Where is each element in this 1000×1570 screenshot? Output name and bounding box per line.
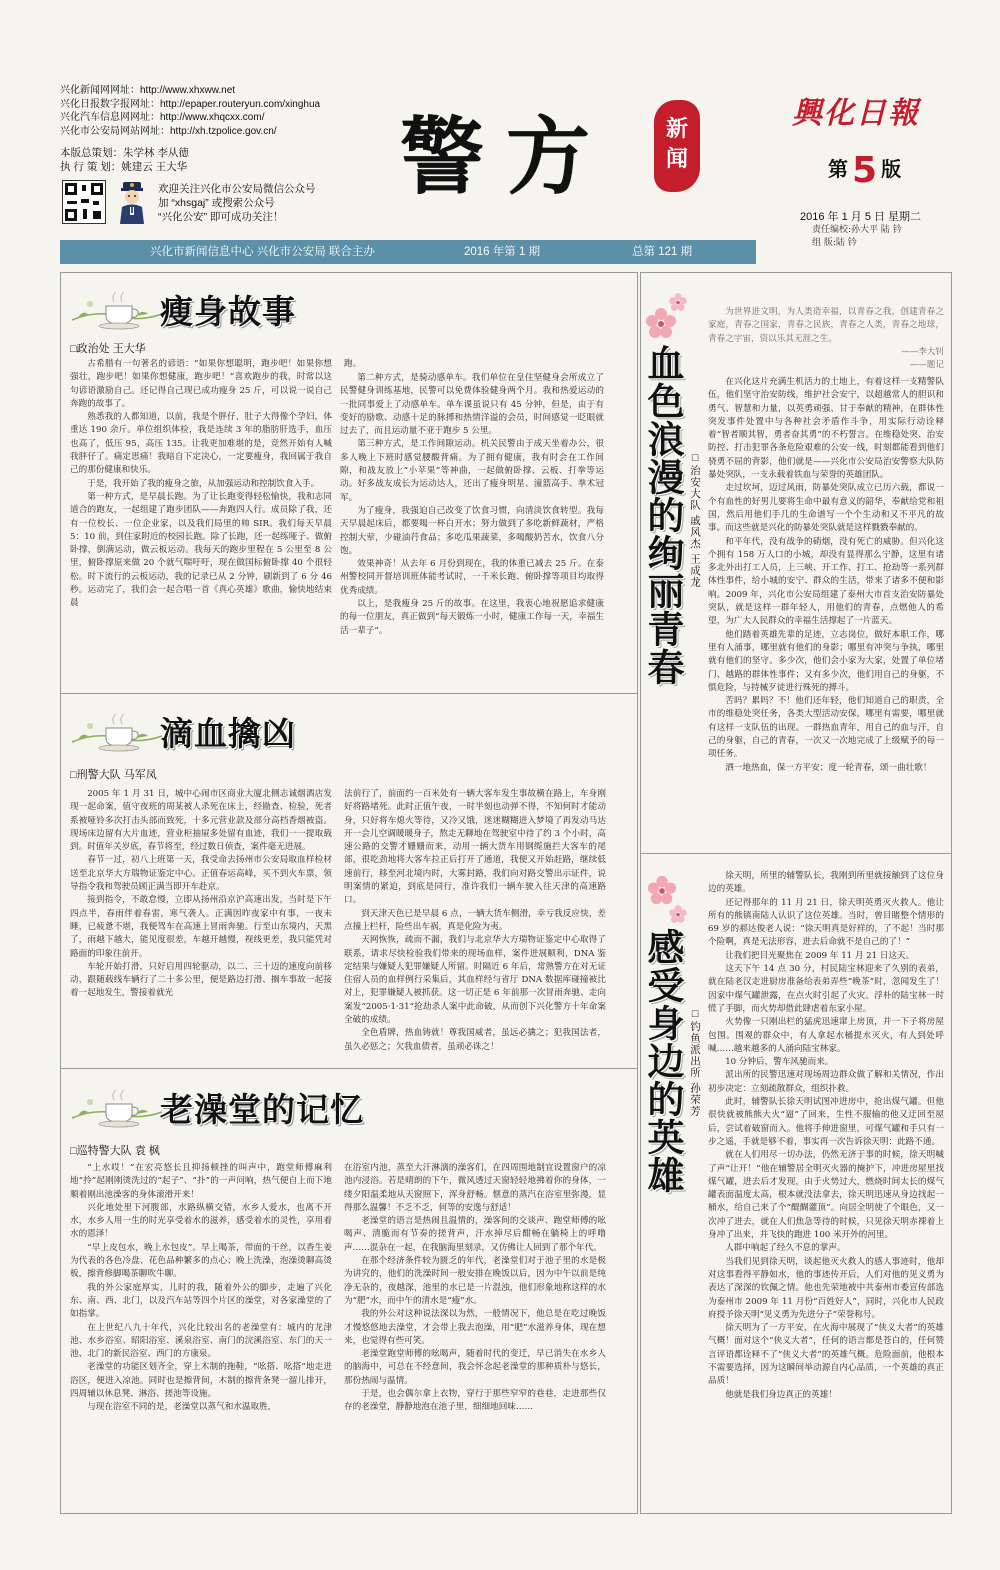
paragraph: 于是，也会偶尔拿上衣物，穿行于那些窄窄的巷巷，走进那些仅存的老澡堂，静静地泡在池子里，细细地回味…… (344, 1389, 606, 1413)
epigraph-label: ——题记 (909, 360, 944, 371)
paragraph: 车轮开始打滑，只好启用四轮驱动，以二、三十迈的速度向前移动，跟随载线车辆行了二十多公里，便是路边打滑、搁车事故一起接着一起地发生，警接着就光 (70, 961, 332, 999)
paragraph: “上水哎！”在宏亮悠长且抑扬顿挫的叫声中，跑堂师傅麻利地“拎”起刚刚烫洗过的“起子”、“扑”的一声问响，热气便自上而下地顺着刚出池澡客的身体滚滑开来！ (70, 1163, 332, 1200)
paragraph: 熟悉我的人都知道，以前，我是个胖仔，肚子大得像个孕妇，体重达 190 余斤。单位组织体检，我是连续 3 年的脂肪肝选手，血压也高了，低压 95，高压 135。让我更加难堪的是，竞然开始有人喊我胖仔了。痛定思痛！我暗自下定决心，一定要瘦身，我回属于我自己的那份健康和快乐。 (70, 412, 332, 476)
newspaper-logo: 興化日報 (792, 96, 920, 131)
paragraph: 老澡堂的语言是热闹且温情的，澡客间的交谈声、跑堂师傅的吆喝声、清脆而有节奏的搓背声，汗水掉尽后酣畅在躺椅上的呼噜声……混杂在一起，在我脑海里刻录，又仿佛让人回到了那个年代。 (344, 1216, 606, 1253)
article-body-column (70, 1162, 332, 1506)
paragraph: 和平年代，没有战争的硝烟，没有死亡的威胁。但兴化这个拥有 158 万人口的小城，却没有显得那么宁静，这里有诸多北外出打工人员，上三峡、开工作、打工、抢劫等一系列群体性事件，给小城的安宁、群众的生活，带来了诸多不便和影响。2009 年，兴化市公安局组建了泰州大市首支治安防暴处突队，就是这样一群年轻人，用他们的青春，点燃他人的希望，为广大人民群众的幸福生活撑起了一片蓝天。 (708, 536, 944, 627)
issue-date: 2016 年 1 月 5 日 星期二 (800, 211, 922, 223)
article-byline: □刑警大队 马军凤 (70, 769, 157, 781)
paragraph: 古希腊有一句著名的谚语：“如果你想聪明，跑步吧！如果你想强壮，跑步吧！如果你想健康，跑步吧！”喜欢跑步的我，时常以这句谚语激励自己。还记得自己现已成功瘦身 25 斤，可以说一说自己奔跑的故事了。 (70, 359, 332, 409)
plum-blossom-icon (668, 904, 688, 924)
paragraph: 10 分钟后，警车风驰而来。 (725, 1057, 834, 1068)
paragraph: 接到指令，不敢怠慢，立即从扬州沿京沪高速出发，当时是下午四点半，春雨伴着春雷，寒气袭人。正满因昨夜家中有事，一夜未睡，已疲惫不堪，我便驾车在高速上冒雨奔驰。行至山东境内，天黑了，雨越下越大，能见度很差，车越开越慢，视线更差，我只能凭对路面的印象往前开。 (70, 895, 332, 959)
article-body-column (70, 358, 332, 680)
edition-number (828, 150, 901, 191)
paragraph: 第二种方式，是骑动感单车。我们单位在皇住坚健身会所成立了民警健身训练基地，民警可以免费体验健身两个月。我和热爱运动的一批同事爱上了动感单车。单车课虽说只有 45 分钟，但是，由于有变好的励歌、动感十足的脉搏和热情洋溢的会员，时间感觉一眨眼就过去了，而且运动量不亚于跑步 5 公里。 (340, 373, 604, 437)
section-header-drop (66, 702, 366, 756)
paragraph: 在那个经济条件较为匮乏的年代，老澡堂们对于池子里的水是极为讲究的，他们的洗澡时间一般安排在晚饭以后，因为中午以前是纯净无杂的，夜越深，池里的水已是一片混浊，他们形象地称这样的水为“肥”水，而中午的清水是“瘦”水。 (344, 1256, 606, 1306)
section-divider (60, 693, 638, 694)
paragraph: 他就是我们身边真正的英雄！ (725, 1389, 837, 1400)
paragraph: 第三种方式，是工作间隙运动。机关民警由于成天坐着办公，很多人晚上下班时感觉腰酸背痛。为了拥有健康，我有时会在工作间隙，和战友放上“小苹果”等神曲，一起做俯卧撑、云板、打拳等运动。好多战友成长为运动达人，还出了瘦身明星、潼篮高手、拳术冠军。 (340, 439, 604, 503)
paragraph: 还记得那年的 11 月 21 日，徐天明英勇灭火救人。他让所有的熊镇南陆人认识了这位英雄。当时，曾目睹整个情形的 69 岁的郝达俊老人说：“徐天明真是好样的，了不起！当时那个险啊，真是无法形容，进去后命就不是自己的了！” (708, 897, 944, 948)
planning-credits (60, 146, 189, 174)
paragraph: 为了瘦身，我强迫自己改变了饮食习惯，向清淡饮食转型。我每天早晨起床后，都要喝一杯白开水；努力做到了多吃新鲜蔬材，严格控制大荤，少碰油荇食品；多吃瓜果蔬菜，多喝酸奶苦水，饮食八分饱。 (340, 505, 604, 556)
paragraph: 就在人们用尽一切办法，仍然无济于事的时候，徐天明喊了声“让开！”他在辅警居全明灭火器的掩护下，冲进房屋里找煤气罐，进去后才发现，由于火势过大，燃烧时间太长的煤气罐表面温度太高，根本就没法拿去，徐天明迅速从身边找起一桶水，给自己来了个“醍醐灌顶”。向居全明使了个眼色，又一次冲了进去，就在人们焦急等待的时候，只见徐天明赤裸着上身冲了出来，并飞快的跑进 100 米开外的河里。 (708, 1150, 944, 1241)
paragraph: 跑。 (344, 359, 362, 369)
paragraph: 这天下午 14 点 30 分，村民陆宝林迎来了久别的表弟，就在陆老汉走进厨房准备给表弟弄些“晚茶”时，忽闻发生了！因家中煤气罐泄露，在点火时引起了火灾。浮朴的陆宝林一时慌了手脚，而火势却借此肆虐着东家小屋。 (708, 964, 944, 1014)
paragraph: 老澡堂的功能区划齐全，穿上木制的拖鞋，“吆搭、吆搭”地走进浴区，便进入凉池。同时也是擦背间，木制的擦背条凳一溜儿排开，四周辅以休息凳、淋浴、搓池等设施。 (70, 1362, 332, 1400)
quote-text: 为世界进文明，为人类造幸福，以青春之我，创建青春之家庭，青春之国家，青春之民族，青春之人类，青春之地球，青春之宇宙，资以乐其无涯之生。 (708, 307, 944, 344)
paragraph: 兴化地处里下河腹部，水路纵横交错，水乡人爱水，也离不开水，水乡人用一生的时光享受着水的滋养，感受着水的灵性，享用着水的恩泽！ (70, 1202, 332, 1240)
paragraph: 徐天明为了一方平安，在火海中展现了“侠义大者”的英雄气概！面对这个“侠义大者”，任何的语言都是苍白的，任何赞言评语都诠释不了“侠义大者”的英雄气概。危险面前，他根本不需要选择，因为这瞬间举动源自内心品质，一个英雄的真正品质！ (708, 1323, 944, 1387)
website-list (60, 84, 320, 138)
police-mascot-icon (116, 180, 148, 226)
plum-blossom-icon (646, 874, 678, 906)
article-title: 老澡堂的记忆 (160, 1090, 364, 1129)
issue-number: 2016 年第 1 期 (464, 246, 541, 258)
wechat-line: 加 “xhsgaj” 或搜索公众号 (158, 197, 275, 209)
website-url: 兴化汽车信息网网址：http://www.xhqcxx.com/ (60, 112, 265, 123)
paragraph: 派出所的民警迅速对现场周边群众做了解和关情况，作出初步决定：立刻疏散群众，组织扑救。 (708, 1070, 944, 1094)
article-byline: □钓鱼派出所 孙荣芳 (689, 1008, 701, 1117)
info-bar (60, 240, 756, 264)
wechat-line: “兴化公安” 即可成功关注！ (158, 211, 284, 223)
qr-code-icon (62, 180, 106, 224)
teacup-flower-icon (66, 1078, 166, 1132)
editor-line: 组 版:陆 钤 (812, 238, 857, 248)
teacup-flower-icon (66, 280, 166, 334)
paragraph: 走过坎坷，迈过风雨，防暴处突队成立已历六载，都说一个有血性的好男儿要将生命中最有意义的韶华，奉献给党和祖国，然后用他们手几的生命谱写一个个生动和又不平凡的故事。而这些就是兴化的防暴处突队就是这样戮戮奉献的。 (708, 483, 944, 534)
paragraph: 此时，辅警队长徐天明试图冲进房中，抢出煤气罐。但他很快就被熊熊大火“逼”了回来，生性不服输的他又迂回至屋后，尝试着破窗而入。他将手伸进窗里，可煤气罐和手只有一步之遥，手就是够不着，事实再一次告诉徐天明：此路不通。 (708, 1097, 944, 1147)
paragraph: 人群中响起了经久不息的掌声。 (725, 1243, 846, 1254)
quote-author: ——李大钊 (901, 346, 944, 357)
editor-credits (812, 224, 902, 250)
paragraph: 我的外公家庭厚实，儿时的我，随着外公的脚步，走遍了兴化东、南、西、北门，以及汽车站等四个片区的澡堂，对各家澡堂的了如指掌。 (70, 1282, 332, 1320)
wechat-line: 欢迎关注兴化市公安局微信公众号 (158, 183, 316, 195)
paragraph: 全色盾牌，热血铸就！尊我国威者，虽远必擒之；犯我国法者，虽久必惩之；欠我血债者，虽顽必诛之！ (344, 1028, 606, 1052)
paragraph: 洒一地热血，保一方平安；度一轮青春，颂一曲壮歌！ (725, 762, 932, 773)
chief-planners: 本版总策划：朱学林 李从德 (60, 147, 189, 159)
editor-line: 责任编校:孙大平 陆 钤 (812, 225, 902, 235)
paragraph: 于是，我开始了我的瘦身之旅，从加强运动和控制饮食入手。 (87, 478, 320, 489)
wechat-notice (158, 182, 316, 224)
website-url: 兴化新闻网网址：http://www.xhxww.net (60, 85, 236, 96)
article-byline: □治安大队 戚风杰 王成龙 (689, 452, 701, 588)
paragraph: 在兴化这片充满生机活力的土地上，有着这样一支精警队伍，他们坚守治安防线，维护社会安宁，以超越常人的胆识和勇气、智慧和力量，以英勇顽强、甘于奉献的精神，在群体性突发事件处置中与各种社会矛盾作斗争，用实际行动诠释着“智者顺其智，勇者奋其勇”的不朽誓言。在维稳处突、治安防控、打击犯罪各条危险艰难的公安一线，时刻都能看到他们骁勇不屈的背影，他们就是——兴化市公安局治安警察大队防暴处突队，一支永载着铁血与荣誉的英雄团队。 (708, 377, 944, 481)
article-title: 滴血擒凶 (160, 714, 296, 753)
paragraph: 与现在浴室不同的是，老澡堂以蒸气和水温取胜， (87, 1402, 277, 1413)
paragraph: 老澡堂跑堂师傅的吆喝声，随着时代的变迁，早已消失在水乡人的脑海中，可总在不经意间，我会怀念起老澡堂的那种质朴与悠长，那份热闹与温情。 (344, 1349, 606, 1386)
paragraph: 火势像一只刚出栏的猛虎迅速窜上房顶，并一下子将房屋包围。围观的群众中，有人拿起水桶提水灭火，有人到处呼喊……越来越多的人涌向陆宝林家。 (708, 1017, 944, 1054)
epigraph-quote (708, 306, 944, 372)
article-body-column (340, 372, 604, 682)
section-header-bath (66, 1078, 426, 1132)
paragraph: “早上皮包水，晚上水包皮”。早上喝茶，带面的干丝，以香生姜为代表的各色冷盘、花色品种繁多的点心；晚上洗澡，泡澡烫聊高烫板，擦背修脚喝茶聊吹牛聊。 (70, 1242, 332, 1280)
edition-prefix: 第 (828, 157, 848, 181)
article-title: 血色浪漫的绚丽青春 (641, 344, 684, 686)
section-header-slimming (66, 280, 366, 334)
paragraph: 他们踏着英雄先辈的足迹，立志岗位，做好本职工作，哪里有人涌事，哪里就有他们的身影；哪里有冲突与争执，哪里就有他们的坚守。多少次，他们会小家为大家，处置了单位堵门、越路的群体性事件；又有多少次，他们用自己的身躯，不惧危险，与持械歹徒进行殊死的搏斗。 (708, 629, 944, 693)
paragraph: 到天津天色已是早晨 6 点，一辆大货车侧滑，幸亏我反应快，差点撞上栏杆，险些出车祸，真是化险为夷。 (344, 908, 606, 932)
organizers: 兴化市新闻信息中心 兴化市公安局 联合主办 (150, 246, 375, 258)
paragraph: 徐天明，所里的辅警队长，我刚到所里就接触到了这位身边的英雄。 (708, 871, 944, 895)
teacup-flower-icon (66, 702, 166, 756)
executive-planners: 执 行 策 划：姚建云 王大华 (60, 161, 188, 173)
paragraph: 法前行了，前面约一百米处有一辆大客车发生事故横在路上，车身刚好将路堵死。此时正值午夜，一时半刻也动弹不得，不知何时才能动身，只好将车熄火等待，又冷又饿，迷迷糊糊进入梦境了再发动马达开一会儿空调暖暖身子，熬走无聊地在驾驶室中待了约 3 个小时，高速公路的交警才姗姗而来，动用一辆大货车用钢缆施拦大客车的尾部，很吃劲地将大客车拉正后打开了通道，我便又开始赶路，继续低速前行，移至河北境内时，大雾封路，我们向对路交警出示证件，说明案情的紧迫，到底是同行，准许我们一辆车驶入往天津的高速路口。 (344, 789, 606, 906)
article-byline: □巡特警大队 袁 枫 (70, 1145, 160, 1157)
paragraph: 当我们见到徐天明，谈起他灭火救人的感人事迹时，他却对这事看得平静如水，他的事迹传开后，人们对他的见义勇为表达了深深的钦佩之情。他也先荣地被中共泰州市委宣传部选为泰州市 2009 年 11 月份“百姓好人”，同时，兴化市人民政府授予徐天明“见义勇为先进分子”荣誉称号。 (708, 1256, 944, 1320)
article-body-column (344, 788, 606, 1058)
article-body-column (708, 870, 944, 1470)
website-url: 兴化日报数字报网址：http://epaper.routeryun.com/xinghua (60, 98, 321, 110)
section-divider (60, 1068, 638, 1069)
section-divider (640, 853, 952, 854)
article-body-column (708, 376, 944, 842)
page-title: 警方 (400, 108, 613, 206)
paragraph: 天网恢恢，疏而不漏，我们与北京华大方瑞物证鉴定中心取得了联系，请求尽快检验我们带来的现场血样，案件进展顺利，DNA 鉴定结果与嫌疑人犯罪嫌疑人所留。时隔近 6 年后，常熟警方在对无证住宿人员的血样例行采集后，其血样经与省厅 DNA 数据库碰撞被比对上，犯罪嫌疑人被抓获。这一切正是 6 年前那一次冒雨奔驰、走向案发“2005·1·31”抢劫杀人案中此命破，从而创下兴化警方十年命案全破的成绩。 (344, 935, 606, 1026)
article-title: 瘦身故事 (160, 292, 296, 331)
paragraph: 以上，是我瘦身 25 斤的故事。在这里，我衷心地祝愿追求健康的每一位朋友，真正做到“每天锻炼一小时，健康工作每一天，幸福生活一辈子”。 (340, 599, 604, 636)
article-body-column (70, 788, 332, 1058)
total-issue-number: 总第 121 期 (632, 246, 693, 258)
paragraph: 在上世纪八九十年代，兴化比较出名的老澡堂有：城内的龙津池、水乡浴室、昭阳浴室、溪泉浴室、南门的浣溪浴室、东门的天一池、北门的新民浴室、西门的方康泉。 (70, 1322, 332, 1360)
article-body-column (344, 1162, 606, 1506)
paragraph: 效果神奇！从去年 6 月份到现在，我的体重已减去 25 斤。在泰州警校同开督培训班体能考试时，一千米长跑、俯卧撑等项目均取得优秀成绩。 (340, 559, 604, 596)
seal-char: 闻 (665, 146, 688, 172)
edition-digit: 5 (852, 150, 878, 191)
news-seal (654, 100, 700, 192)
plum-blossom-icon (668, 292, 688, 312)
seal-char: 新 (665, 116, 688, 142)
article-title: 感受身边的英雄 (641, 928, 684, 1194)
paragraph: 春节一过，初八上班第一天，我受命去扬州市公安局取血样检材送至北京华大方瑞物证鉴定中心。正值春运高峰，买不到火车票，领导指令我和驾驶员顾正满当即开车赴京。 (70, 855, 332, 893)
paragraph: 第一种方式，是早晨长跑。为了让长跑变得轻松愉快，我和志同道合的跑友，一起组建了跑步团队——奔跑四人行。成员除了我，还有一位校长、一位企业家，以及我们局里的帅 SIR。我们每天早晨 5：10 前，到住家附近的校园长跑。除了长跑，还一起练哑子、做俯卧撑，倒满运动，做云板运动。我每天的跑步里程在 5 公里至 8 公里，俯卧撑原来做 20 个就气喘吁吁，现在做国标俯卧撑 40 个很轻松。时下流行的云板运动，我的记录已从 2 分钟，刷新到了 6 分 46 秒。运动完了，我们会一起合唱一首《真心英雄》歌曲，愉快地结束晨 (70, 491, 332, 609)
paragraph: 我的外公对这种说法深以为然，一般情况下，他总是在吃过晚饭才慢悠悠地去澡堂，才会带上我去泡澡，用“肥”水滋养身体，现在想来，也觉得有些可笑。 (344, 1309, 606, 1346)
paragraph: 苦吗？累吗？不！他们还年轻，他们知道自己的职责，全市的维稳处突任务，各类大型活动安保，哪里有需要，哪里就有这样一支队伍的出现。一群热血青年，用自己的血与汗，自己的身躯，自己的青春，一次又一次地完成了上级赋予的每一项任务。 (708, 696, 944, 760)
website-url: 兴化市公安局网站网址：http://xh.tzpolice.gov.cn/ (60, 125, 277, 137)
article-byline: □政治处 王大华 (70, 343, 146, 355)
paragraph: 在浴室内池，蒸至大汗淋漓的澡客们，在四周围地制宜设置窗户的凉池内浸浴。若是晴朗的下午，微风透过天窗轻轻地拂着你的身体，一缕夕阳温柔地从天窗照下，浑身舒畅。惬意的蒸汽在浴室里弥漫，显得那么温馨！不乏不乏，何等的安逸与舒适！ (344, 1163, 606, 1213)
edition-suffix: 版 (881, 157, 902, 181)
paragraph: 让我们把目光聚焦在 2009 年 11 月 21 日这天。 (725, 950, 915, 961)
paragraph: 2005 年 1 月 31 日，城中心闹市区商业大厦北侧志诚烟酒店发现一起命案，值守夜班的周某被人杀死在床上，经勘查、检验，死者系被哑铃多次打击头部而致死，十多元营业款及部分高档香烟被盗。现场床边留有大片血迹，营业柜抽屉多处留有血迹，我们一一提取载到。时值年关岁底，春节将至，经过数日侦查，案件毫无进展。 (70, 789, 332, 853)
